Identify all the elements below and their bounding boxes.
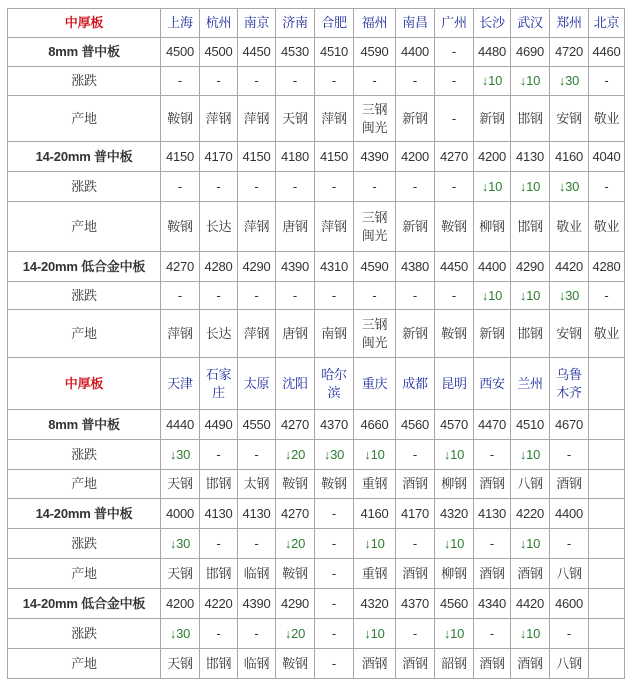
price-cell: 4290 bbox=[511, 252, 550, 282]
origin-cell: 长达 bbox=[200, 310, 238, 358]
change-cell: - bbox=[550, 619, 589, 649]
origin-cell: 三钢 闽光 bbox=[354, 96, 396, 142]
price-cell: 4660 bbox=[354, 410, 396, 440]
change-cell: - bbox=[396, 529, 435, 559]
row-label: 涨跌 bbox=[8, 282, 161, 310]
price-cell: 4150 bbox=[161, 142, 200, 172]
price-cell: 4150 bbox=[238, 142, 276, 172]
origin-cell: 八钢 bbox=[550, 559, 589, 589]
row-label: 14-20mm 低合金中板 bbox=[8, 589, 161, 619]
origin-cell: 酒钢 bbox=[396, 470, 435, 499]
change-cell: - bbox=[315, 619, 354, 649]
price-cell: 4320 bbox=[435, 499, 474, 529]
change-cell: - bbox=[396, 67, 435, 96]
change-cell: - bbox=[238, 529, 276, 559]
price-cell: 4270 bbox=[276, 410, 315, 440]
origin-cell: 邯钢 bbox=[511, 202, 550, 252]
price-cell: 4280 bbox=[200, 252, 238, 282]
city-header: 沈阳 bbox=[276, 358, 315, 410]
origin-cell: 三钢 闽光 bbox=[354, 310, 396, 358]
table-row-change bbox=[8, 67, 625, 96]
row-label: 涨跌 bbox=[8, 619, 161, 649]
origin-cell: 柳钢 bbox=[474, 202, 511, 252]
origin-cell: 酒钢 bbox=[396, 559, 435, 589]
change-cell: ↓30 bbox=[315, 440, 354, 470]
origin-cell: 新钢 bbox=[474, 96, 511, 142]
change-cell: ↓10 bbox=[474, 282, 511, 310]
table-row-origin bbox=[8, 96, 625, 142]
city-header: 广州 bbox=[435, 9, 474, 38]
price-cell: 4390 bbox=[238, 589, 276, 619]
city-header: 西安 bbox=[474, 358, 511, 410]
origin-cell: 萍钢 bbox=[315, 202, 354, 252]
row-label: 产地 bbox=[8, 559, 161, 589]
change-cell: - bbox=[200, 282, 238, 310]
change-cell: - bbox=[200, 529, 238, 559]
city-header: 太原 bbox=[238, 358, 276, 410]
price-cell: 4290 bbox=[276, 589, 315, 619]
origin-cell: 鞍钢 bbox=[276, 649, 315, 679]
price-cell: 4220 bbox=[200, 589, 238, 619]
origin-cell: 新钢 bbox=[474, 310, 511, 358]
table-row-price bbox=[8, 142, 625, 172]
origin-cell: 天钢 bbox=[161, 649, 200, 679]
price-cell: 4490 bbox=[200, 410, 238, 440]
price-cell: 4310 bbox=[315, 252, 354, 282]
origin-cell: 敬业 bbox=[589, 202, 625, 252]
origin-cell: 南钢 bbox=[315, 310, 354, 358]
change-cell bbox=[589, 440, 625, 470]
city-header: 昆明 bbox=[435, 358, 474, 410]
change-cell: - bbox=[474, 619, 511, 649]
table-row-price bbox=[8, 499, 625, 529]
row-label: 涨跌 bbox=[8, 172, 161, 202]
section-title: 中厚板 bbox=[8, 358, 161, 410]
change-cell: - bbox=[396, 282, 435, 310]
table-row-change bbox=[8, 172, 625, 202]
change-cell: - bbox=[200, 440, 238, 470]
price-cell: - bbox=[315, 589, 354, 619]
row-label: 8mm 普中板 bbox=[8, 38, 161, 67]
origin-cell: 萍钢 bbox=[238, 202, 276, 252]
origin-cell: 韶钢 bbox=[435, 649, 474, 679]
origin-cell: 柳钢 bbox=[435, 470, 474, 499]
table-row-price bbox=[8, 410, 625, 440]
origin-cell: 敬业 bbox=[589, 96, 625, 142]
city-header: 杭州 bbox=[200, 9, 238, 38]
change-cell: ↓30 bbox=[550, 67, 589, 96]
price-cell: 4510 bbox=[511, 410, 550, 440]
price-cell: 4670 bbox=[550, 410, 589, 440]
origin-cell: 萍钢 bbox=[200, 96, 238, 142]
city-header: 郑州 bbox=[550, 9, 589, 38]
origin-cell: 三钢 闽光 bbox=[354, 202, 396, 252]
change-cell: - bbox=[315, 529, 354, 559]
price-cell: 4160 bbox=[354, 499, 396, 529]
table-row-origin bbox=[8, 649, 625, 679]
price-cell: 4420 bbox=[511, 589, 550, 619]
section-header-row bbox=[8, 9, 625, 38]
price-cell: 4320 bbox=[354, 589, 396, 619]
change-cell: - bbox=[474, 440, 511, 470]
city-header: 北京 bbox=[589, 9, 625, 38]
price-cell: 4170 bbox=[396, 499, 435, 529]
origin-cell: 新钢 bbox=[396, 310, 435, 358]
price-cell: 4400 bbox=[474, 252, 511, 282]
origin-cell: 萍钢 bbox=[315, 96, 354, 142]
origin-cell: 八钢 bbox=[511, 470, 550, 499]
row-label: 涨跌 bbox=[8, 529, 161, 559]
origin-cell: 酒钢 bbox=[474, 559, 511, 589]
price-cell: 4600 bbox=[550, 589, 589, 619]
price-cell: 4200 bbox=[474, 142, 511, 172]
change-cell bbox=[589, 529, 625, 559]
origin-cell: 萍钢 bbox=[238, 96, 276, 142]
origin-cell: 鞍钢 bbox=[276, 559, 315, 589]
change-cell: ↓30 bbox=[161, 440, 200, 470]
price-cell: 4470 bbox=[474, 410, 511, 440]
origin-cell: - bbox=[315, 649, 354, 679]
price-cell bbox=[589, 410, 625, 440]
change-cell: ↓10 bbox=[474, 67, 511, 96]
change-cell: - bbox=[435, 172, 474, 202]
origin-cell: 天钢 bbox=[161, 559, 200, 589]
price-cell: 4340 bbox=[474, 589, 511, 619]
price-cell: 4590 bbox=[354, 38, 396, 67]
origin-cell: 重钢 bbox=[354, 470, 396, 499]
city-header: 天津 bbox=[161, 358, 200, 410]
origin-cell: 敬业 bbox=[550, 202, 589, 252]
price-cell: 4130 bbox=[511, 142, 550, 172]
price-cell: 4220 bbox=[511, 499, 550, 529]
price-cell: 4510 bbox=[315, 38, 354, 67]
price-cell bbox=[589, 589, 625, 619]
change-cell: - bbox=[354, 172, 396, 202]
change-cell: - bbox=[354, 282, 396, 310]
steel-price-table bbox=[7, 8, 625, 679]
change-cell: - bbox=[238, 440, 276, 470]
price-cell: 4290 bbox=[238, 252, 276, 282]
origin-cell: 邯钢 bbox=[200, 470, 238, 499]
change-cell: ↓10 bbox=[511, 529, 550, 559]
table-row-change bbox=[8, 282, 625, 310]
origin-cell: - bbox=[435, 96, 474, 142]
origin-cell: 酒钢 bbox=[550, 470, 589, 499]
origin-cell bbox=[589, 649, 625, 679]
change-cell: ↓30 bbox=[161, 619, 200, 649]
change-cell: ↓30 bbox=[550, 282, 589, 310]
change-cell: ↓20 bbox=[276, 529, 315, 559]
city-header: 南京 bbox=[238, 9, 276, 38]
origin-cell: 鞍钢 bbox=[435, 310, 474, 358]
price-cell: 4450 bbox=[435, 252, 474, 282]
city-header: 哈尔 滨 bbox=[315, 358, 354, 410]
price-cell: 4200 bbox=[161, 589, 200, 619]
price-cell: 4420 bbox=[550, 252, 589, 282]
origin-cell: 新钢 bbox=[396, 96, 435, 142]
price-cell: 4400 bbox=[550, 499, 589, 529]
city-header: 重庆 bbox=[354, 358, 396, 410]
row-label: 产地 bbox=[8, 310, 161, 358]
price-cell: 4570 bbox=[435, 410, 474, 440]
change-cell: ↓10 bbox=[354, 619, 396, 649]
origin-cell: 安钢 bbox=[550, 96, 589, 142]
change-cell: - bbox=[589, 172, 625, 202]
change-cell: ↓10 bbox=[435, 619, 474, 649]
price-cell: 4690 bbox=[511, 38, 550, 67]
change-cell: ↓10 bbox=[354, 529, 396, 559]
origin-cell: 鞍钢 bbox=[161, 202, 200, 252]
change-cell: - bbox=[200, 172, 238, 202]
price-cell: 4370 bbox=[315, 410, 354, 440]
origin-cell bbox=[589, 470, 625, 499]
change-cell: - bbox=[238, 619, 276, 649]
origin-cell: 邯钢 bbox=[511, 310, 550, 358]
change-cell: - bbox=[315, 282, 354, 310]
origin-cell: 酒钢 bbox=[511, 649, 550, 679]
change-cell: ↓10 bbox=[354, 440, 396, 470]
table-row-price bbox=[8, 589, 625, 619]
change-cell: ↓30 bbox=[161, 529, 200, 559]
change-cell: - bbox=[276, 282, 315, 310]
origin-cell: 太钢 bbox=[238, 470, 276, 499]
price-cell: 4130 bbox=[200, 499, 238, 529]
origin-cell: 安钢 bbox=[550, 310, 589, 358]
price-cell: 4480 bbox=[474, 38, 511, 67]
table-row-origin bbox=[8, 559, 625, 589]
change-cell: - bbox=[161, 67, 200, 96]
change-cell: - bbox=[474, 529, 511, 559]
origin-cell: 鞍钢 bbox=[276, 470, 315, 499]
table-row-origin bbox=[8, 470, 625, 499]
city-header: 兰州 bbox=[511, 358, 550, 410]
origin-cell: 敬业 bbox=[589, 310, 625, 358]
row-label: 产地 bbox=[8, 202, 161, 252]
change-cell: - bbox=[396, 172, 435, 202]
origin-cell: 邯钢 bbox=[511, 96, 550, 142]
origin-cell: - bbox=[315, 559, 354, 589]
city-header: 合肥 bbox=[315, 9, 354, 38]
row-label: 产地 bbox=[8, 649, 161, 679]
origin-cell: 萍钢 bbox=[161, 310, 200, 358]
origin-cell: 酒钢 bbox=[474, 649, 511, 679]
origin-cell: 鞍钢 bbox=[315, 470, 354, 499]
change-cell: ↓10 bbox=[511, 172, 550, 202]
origin-cell: 酒钢 bbox=[354, 649, 396, 679]
change-cell: - bbox=[315, 172, 354, 202]
price-cell: - bbox=[315, 499, 354, 529]
price-cell: 4270 bbox=[276, 499, 315, 529]
row-label: 产地 bbox=[8, 96, 161, 142]
price-cell: 4390 bbox=[354, 142, 396, 172]
change-cell: - bbox=[200, 67, 238, 96]
change-cell: - bbox=[550, 440, 589, 470]
price-cell: 4170 bbox=[200, 142, 238, 172]
price-cell: 4560 bbox=[435, 589, 474, 619]
origin-cell bbox=[589, 559, 625, 589]
price-cell: 4370 bbox=[396, 589, 435, 619]
change-cell: ↓10 bbox=[511, 440, 550, 470]
origin-cell: 邯钢 bbox=[200, 649, 238, 679]
price-cell bbox=[589, 499, 625, 529]
city-header: 南昌 bbox=[396, 9, 435, 38]
price-cell: 4450 bbox=[238, 38, 276, 67]
price-cell: 4270 bbox=[435, 142, 474, 172]
price-cell: 4590 bbox=[354, 252, 396, 282]
section-title: 中厚板 bbox=[8, 9, 161, 38]
origin-cell: 萍钢 bbox=[238, 310, 276, 358]
origin-cell: 天钢 bbox=[161, 470, 200, 499]
change-cell: - bbox=[238, 282, 276, 310]
row-label: 涨跌 bbox=[8, 440, 161, 470]
origin-cell: 柳钢 bbox=[435, 559, 474, 589]
city-header: 长沙 bbox=[474, 9, 511, 38]
change-cell: - bbox=[589, 282, 625, 310]
table-row-origin bbox=[8, 310, 625, 358]
change-cell bbox=[589, 619, 625, 649]
origin-cell: 重钢 bbox=[354, 559, 396, 589]
price-cell: 4160 bbox=[550, 142, 589, 172]
change-cell: ↓30 bbox=[550, 172, 589, 202]
change-cell: - bbox=[396, 619, 435, 649]
price-cell: 4720 bbox=[550, 38, 589, 67]
row-label: 8mm 普中板 bbox=[8, 410, 161, 440]
change-cell: - bbox=[354, 67, 396, 96]
city-header: 上海 bbox=[161, 9, 200, 38]
origin-cell: 临钢 bbox=[238, 559, 276, 589]
origin-cell: 新钢 bbox=[396, 202, 435, 252]
price-cell: 4280 bbox=[589, 252, 625, 282]
change-cell: ↓10 bbox=[474, 172, 511, 202]
price-cell: 4130 bbox=[474, 499, 511, 529]
table-row-change bbox=[8, 440, 625, 470]
table-row-change bbox=[8, 529, 625, 559]
change-cell: - bbox=[238, 67, 276, 96]
change-cell: - bbox=[396, 440, 435, 470]
change-cell: - bbox=[550, 529, 589, 559]
change-cell: - bbox=[200, 619, 238, 649]
city-header bbox=[589, 358, 625, 410]
city-header: 济南 bbox=[276, 9, 315, 38]
price-cell: 4500 bbox=[161, 38, 200, 67]
change-cell: - bbox=[435, 282, 474, 310]
price-cell: 4530 bbox=[276, 38, 315, 67]
change-cell: ↓10 bbox=[511, 67, 550, 96]
price-cell: 4150 bbox=[315, 142, 354, 172]
table-row-origin bbox=[8, 202, 625, 252]
city-header: 成都 bbox=[396, 358, 435, 410]
origin-cell: 唐钢 bbox=[276, 310, 315, 358]
city-header: 石家 庄 bbox=[200, 358, 238, 410]
price-cell: 4180 bbox=[276, 142, 315, 172]
origin-cell: 天钢 bbox=[276, 96, 315, 142]
change-cell: - bbox=[435, 67, 474, 96]
price-cell: 4560 bbox=[396, 410, 435, 440]
section-header-row bbox=[8, 358, 625, 410]
row-label: 14-20mm 低合金中板 bbox=[8, 252, 161, 282]
table-row-price bbox=[8, 38, 625, 67]
origin-cell: 酒钢 bbox=[511, 559, 550, 589]
origin-cell: 八钢 bbox=[550, 649, 589, 679]
row-label: 涨跌 bbox=[8, 67, 161, 96]
price-cell: 4460 bbox=[589, 38, 625, 67]
row-label: 14-20mm 普中板 bbox=[8, 142, 161, 172]
origin-cell: 长达 bbox=[200, 202, 238, 252]
price-cell: 4500 bbox=[200, 38, 238, 67]
city-header: 福州 bbox=[354, 9, 396, 38]
change-cell: - bbox=[161, 172, 200, 202]
change-cell: - bbox=[589, 67, 625, 96]
price-cell: - bbox=[435, 38, 474, 67]
change-cell: ↓10 bbox=[435, 529, 474, 559]
origin-cell: 临钢 bbox=[238, 649, 276, 679]
origin-cell: 酒钢 bbox=[396, 649, 435, 679]
price-cell: 4200 bbox=[396, 142, 435, 172]
price-cell: 4270 bbox=[161, 252, 200, 282]
change-cell: - bbox=[161, 282, 200, 310]
origin-cell: 邯钢 bbox=[200, 559, 238, 589]
table-row-change bbox=[8, 619, 625, 649]
origin-cell: 鞍钢 bbox=[161, 96, 200, 142]
price-cell: 4390 bbox=[276, 252, 315, 282]
price-cell: 4440 bbox=[161, 410, 200, 440]
change-cell: - bbox=[315, 67, 354, 96]
origin-cell: 酒钢 bbox=[474, 470, 511, 499]
price-cell: 4000 bbox=[161, 499, 200, 529]
change-cell: - bbox=[276, 172, 315, 202]
change-cell: ↓10 bbox=[511, 282, 550, 310]
price-cell: 4380 bbox=[396, 252, 435, 282]
price-cell: 4550 bbox=[238, 410, 276, 440]
price-cell: 4400 bbox=[396, 38, 435, 67]
origin-cell: 鞍钢 bbox=[435, 202, 474, 252]
change-cell: ↓10 bbox=[435, 440, 474, 470]
change-cell: - bbox=[276, 67, 315, 96]
price-cell: 4130 bbox=[238, 499, 276, 529]
row-label: 产地 bbox=[8, 470, 161, 499]
table-row-price bbox=[8, 252, 625, 282]
row-label: 14-20mm 普中板 bbox=[8, 499, 161, 529]
change-cell: ↓20 bbox=[276, 619, 315, 649]
origin-cell: 唐钢 bbox=[276, 202, 315, 252]
change-cell: - bbox=[238, 172, 276, 202]
price-cell: 4040 bbox=[589, 142, 625, 172]
city-header: 乌鲁 木齐 bbox=[550, 358, 589, 410]
city-header: 武汉 bbox=[511, 9, 550, 38]
change-cell: ↓20 bbox=[276, 440, 315, 470]
change-cell: ↓10 bbox=[511, 619, 550, 649]
